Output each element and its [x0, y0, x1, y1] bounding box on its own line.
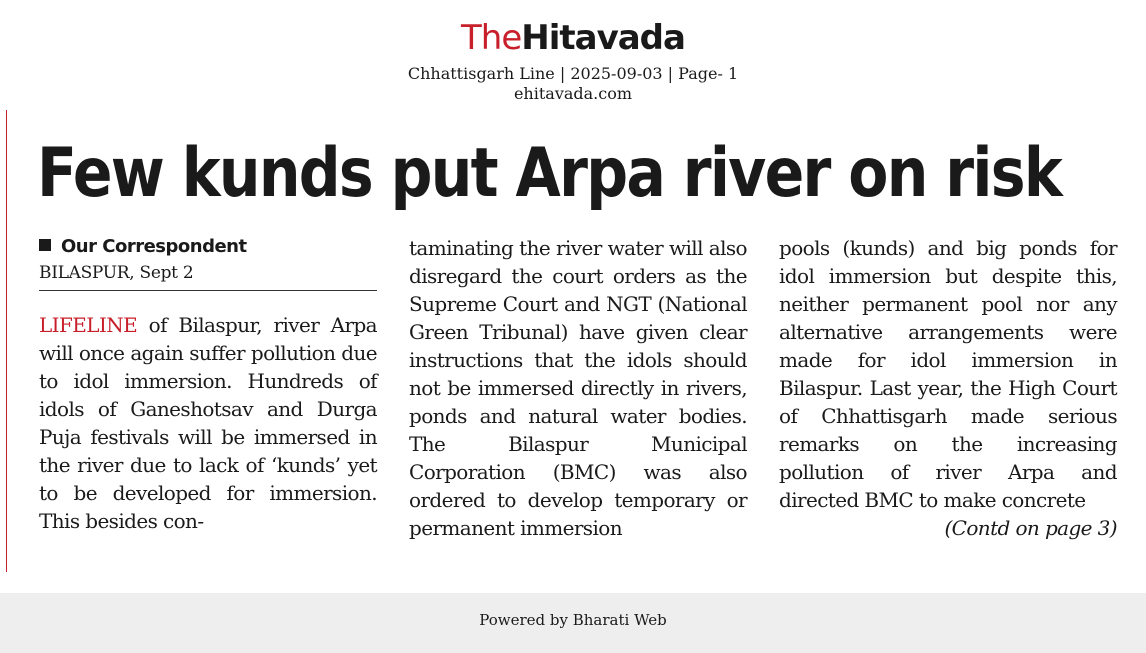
- article-column-3: [779, 234, 1117, 542]
- logo-the: The: [461, 18, 522, 58]
- article-column-1: [39, 234, 377, 535]
- article-clipping: [6, 110, 1135, 572]
- article-headline: Few kunds put Arpa river on risk: [37, 134, 1061, 213]
- site-link[interactable]: ehitavada.com: [513, 84, 633, 103]
- logo-name: Hitavada: [521, 18, 685, 58]
- dateline: BILASPUR, Sept 2: [39, 263, 194, 283]
- lead-word: LIFELINE: [39, 313, 138, 337]
- column-1-body: of Bilaspur, river Arpa will once again suffer pollution due to idol immersion. Hundreds of idols of Ganeshotsav and Durga Puja festivals will be immersed in the river due to lack of ‘kunds’ yet to be developed for immersion. This besides con-: [39, 313, 377, 533]
- column-2-body: taminating the river water will also disregard the court orders as the Supreme Court and NGT (National Green Tribunal) have given clear instructions that the idols should not be immersed directly in rivers, ponds and natural water bodies. The Bilaspur Municipal Corporation (BMC) was also ordered to develop temporary or permanent immersion: [409, 236, 747, 540]
- masthead: [0, 18, 1146, 104]
- byline: [39, 234, 377, 260]
- footer: [0, 593, 1146, 653]
- byline-square-icon: [39, 239, 51, 251]
- article-column-2: [409, 234, 747, 542]
- byline-divider: [39, 290, 377, 291]
- column-1-text: [39, 311, 377, 535]
- edition-info: Chhattisgarh Line | 2025-09-03 | Page- 1: [407, 64, 739, 83]
- byline-text: Our Correspondent: [61, 236, 247, 257]
- powered-by-link[interactable]: Powered by Bharati Web: [479, 611, 667, 629]
- newspaper-logo[interactable]: [0, 18, 1146, 58]
- column-3-body: pools (kunds) and big ponds for idol immersion but despite this, neither permanent pool nor any alternative arrangements were made for idol immersion in Bilaspur. Last year, the High Court of Chhattisgarh made serious remarks on the increasing pollution of river Arpa and directed BMC to make concrete: [779, 236, 1117, 512]
- continued-note: (Contd on page 3): [944, 516, 1117, 540]
